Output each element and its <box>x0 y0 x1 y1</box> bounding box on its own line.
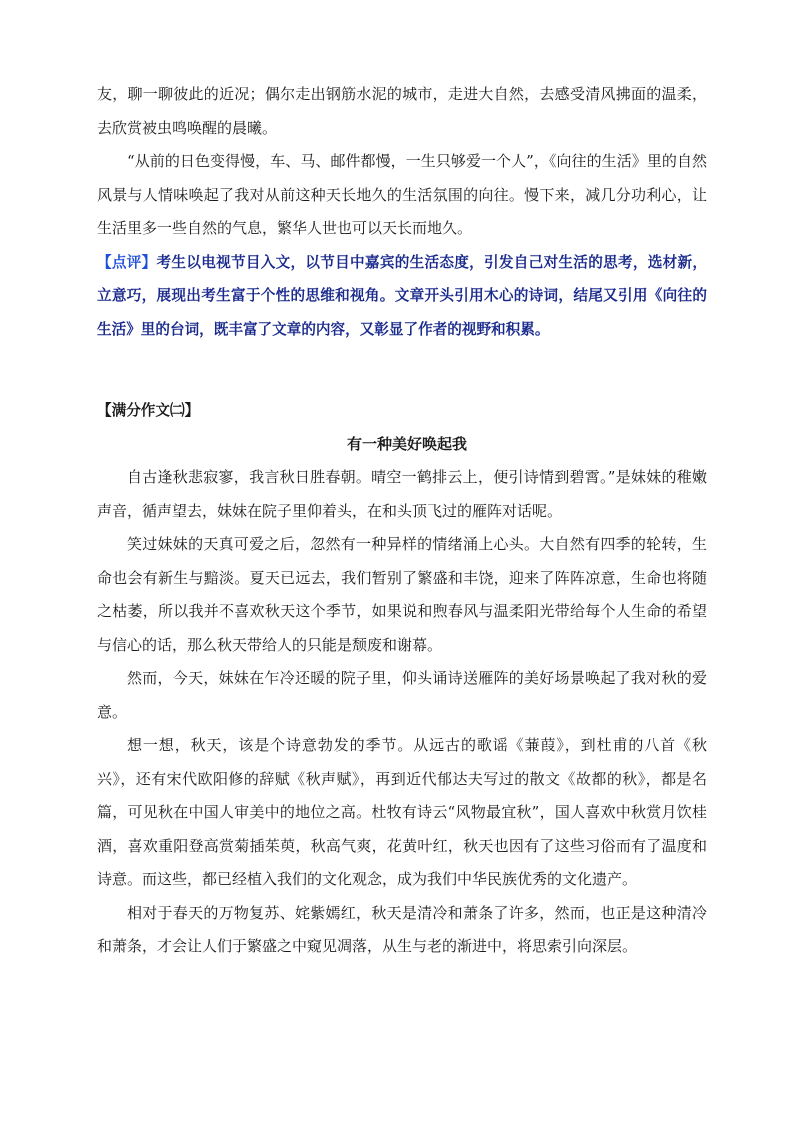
essay-paragraph-5: 相对于春天的万物复苏、姹紫嫣红，秋天是清冷和萧条了许多，然而，也正是这种清冷和萧条，才会让人们于繁盛之中窥见凋落，从生与老的渐进中，将思索引向深层。 <box>97 903 707 955</box>
essay-paragraph-1: 自古逢秋悲寂寥，我言秋日胜春朝。晴空一鹤排云上，便引诗情到碧霄。”是妹妹的稚嫩声音，循声望去，妹妹在院子里仰着头，在和头顶飞过的雁阵对话呢。 <box>97 468 707 520</box>
essay1-final-paragraph: “从前的日色变得慢，车、马、邮件都慢，一生只够爱一个人”，《向往的生活》里的自然风景与人情味唤起了我对从前这种天长地久的生活氛围的向往。慢下来，减几分功利心，让生活里多一些自然的气息，繁华人世也可以天长而地久。 <box>97 152 707 237</box>
commentary-block <box>97 246 707 347</box>
essay1-closing-paragraph: 友，聊一聊彼此的近况；偶尔走出钢筋水泥的城市，走进大自然，去感受清风拂面的温柔，去欣赏被虫鸣唤醒的晨曦。 <box>97 85 707 137</box>
commentary-text: 考生以电视节目入文，以节目中嘉宾的生活态度，引发自己对生活的思考，选材新，立意巧，展现出考生富于个性的思维和视角。文章开头引用木心的诗词，结尾又引用《向往的生活》里的台词，既丰富了文章的内容，又彰显了作者的视野和积累。 <box>97 253 707 338</box>
essay-title: 有一种美好唤起我 <box>346 434 467 453</box>
document-page <box>97 78 707 964</box>
essay-paragraph-2: 笑过妹妹的天真可爱之后，忽然有一种异样的情绪涌上心头。大自然有四季的轮转，生命也会有新生与黯淡。夏天已远去，我们暂别了繁盛和丰饶，迎来了阵阵凉意，生命也将随之枯萎，所以我并不喜欢秋天这个季节，如果说和煦春风与温柔阳光带给每个人生命的希望与信心的话，那么秋天带给人的只能是颓废和谢幕。 <box>97 535 707 654</box>
essay-paragraph-3: 然而，今天，妹妹在乍冷还暖的院子里，仰头诵诗送雁阵的美好场景唤起了我对秋的爱意。 <box>97 669 707 721</box>
commentary-tag: 【点评】 <box>97 253 157 271</box>
section-label: 【满分作文㈡】 <box>97 402 200 419</box>
section-spacer <box>97 346 707 394</box>
essay-paragraph-4: 想一想，秋天，该是个诗意勃发的季节。从远古的歌谣《蒹葭》，到杜甫的八首《秋兴》，还有宋代欧阳修的辞赋《秋声赋》，再到近代郁达夫写过的散文《故都的秋》，都是名篇，可见秋在中国人审美中的地位之高。杜牧有诗云“风物最宜秋”，国人喜欢中秋赏月饮桂酒，喜欢重阳登高赏菊插茱萸，秋高气爽，花黄叶红，秋天也因有了这些习俗而有了温度和诗意。而这些，都已经植入我们的文化观念，成为我们中华民族优秀的文化遗产。 <box>97 736 707 888</box>
